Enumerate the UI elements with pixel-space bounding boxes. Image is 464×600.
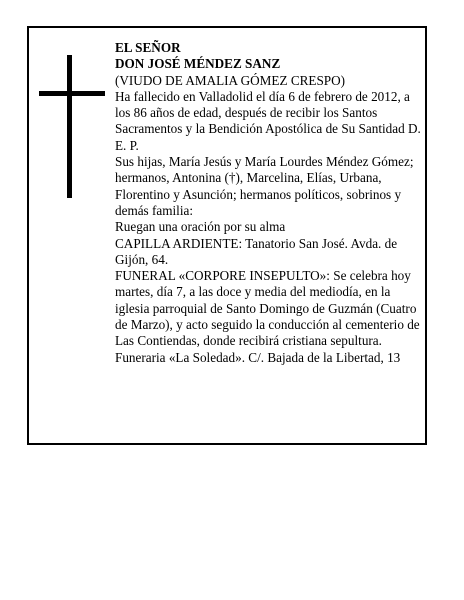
cross-vertical-bar (67, 55, 72, 198)
wake-location: CAPILLA ARDIENTE: Tanatorio San José. Avda. de Gijón, 64. (115, 235, 398, 267)
latin-cross-icon (39, 55, 105, 198)
funeral-details: FUNERAL «CORPORE INSEPULTO»: Se celebra hoy martes, día 7, a las doce y media del mediodía, en la iglesia parroquial de Santo Domingo de Guzmán (Cuatro de Marzo), y acto seguido la conducción al cementerio de Las Contiendas, donde recibirá cristiana sepultura. (115, 268, 420, 349)
death-announcement: Ha fallecido en Valladolid el día 6 de febrero de 2012, a los 86 años de edad, después de recibir los Santos Sacramentos y la Bendición Apostólica de Su Santidad D. E. P. (115, 88, 421, 153)
widower-note: (VIUDO DE AMALIA GÓMEZ CRESPO) (115, 72, 346, 88)
obituary-text (115, 40, 423, 366)
funeral-home: Funeraria «La Soledad». C/. Bajada de la Libertad, 13 (115, 349, 401, 365)
heading-title: EL SEÑOR (115, 40, 181, 55)
deceased-name: DON JOSÉ MÉNDEZ SANZ (115, 56, 281, 72)
cross-horizontal-bar (39, 91, 105, 96)
obituary-notice (27, 26, 427, 445)
family-list: Sus hijas, María Jesús y María Lourdes Méndez Gómez; hermanos, Antonina (†), Marcelina, Elías, Urbana, Florentino y Asunción; hermanos políticos, sobrinos y demás familia: (115, 154, 414, 218)
prayer-request: Ruegan una oración por su alma (115, 219, 286, 235)
